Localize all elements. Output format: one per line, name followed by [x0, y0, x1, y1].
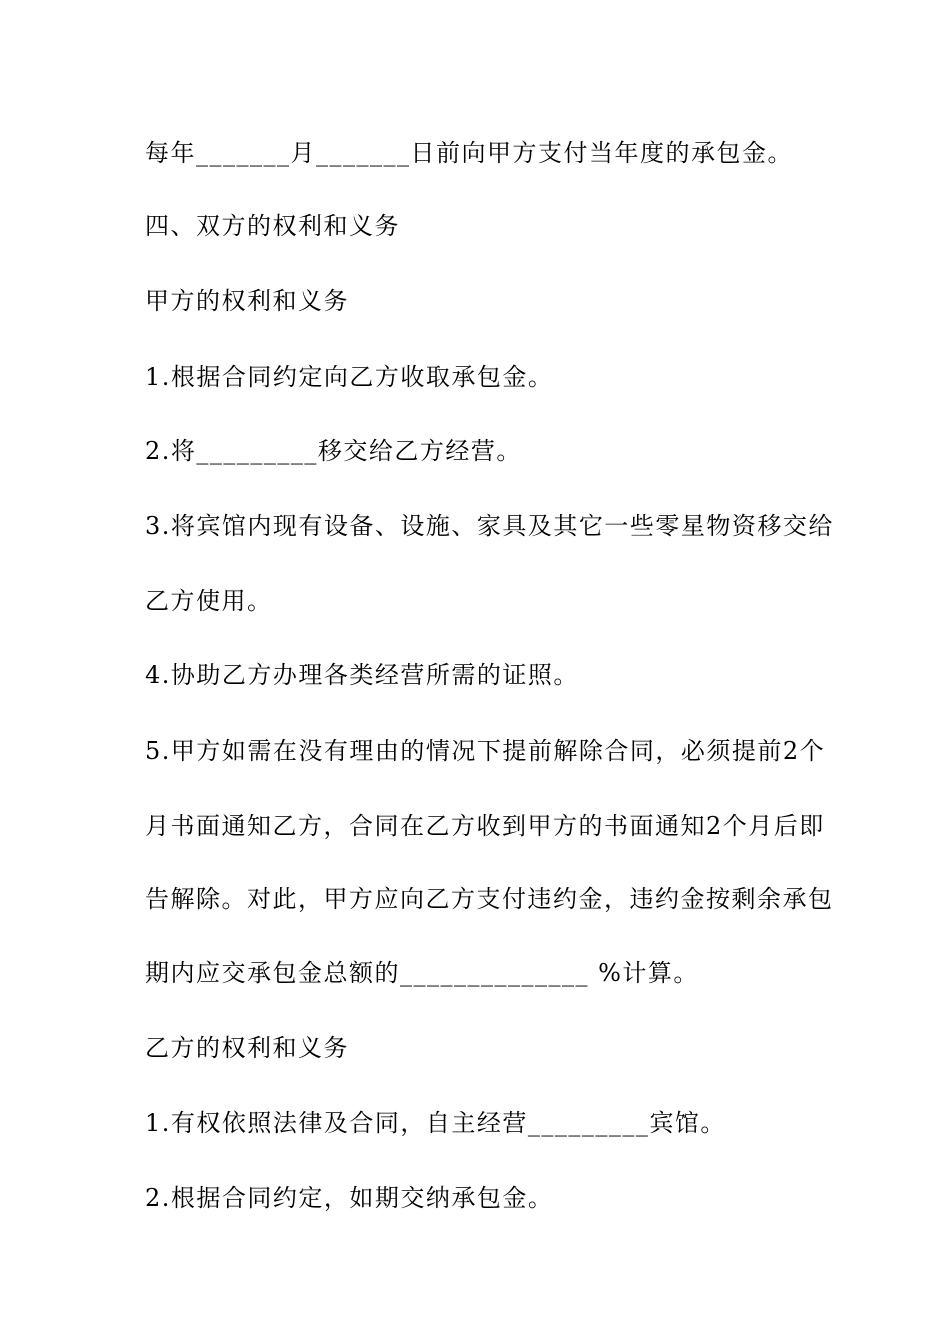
- section-heading-rights-obligations: 四、双方的权利和义务: [145, 212, 400, 240]
- subheading-party-b: 乙方的权利和义务: [145, 1034, 349, 1062]
- text-line-a-item-3: 3.将宾馆内现有设备、设施、家具及其它一些零星物资移交给: [145, 512, 834, 540]
- text-line-a-item-1: 1.根据合同约定向乙方收取承包金。: [145, 363, 554, 391]
- text-line-a-item-5-cont-3: 期内应交承包金总额的______________ %计算。: [145, 959, 699, 987]
- text-line-b-item-2: 2.根据合同约定，如期交纳承包金。: [145, 1184, 554, 1212]
- text-line-a-item-3-cont: 乙方使用。: [145, 587, 273, 615]
- text-line-a-item-5: 5.甲方如需在没有理由的情况下提前解除合同，必须提前2个: [145, 737, 826, 765]
- text-line-payment-date: 每年_______月_______日前向甲方支付当年度的承包金。: [145, 139, 793, 167]
- text-line-a-item-5-cont-2: 告解除。对此，甲方应向乙方支付违约金，违约金按剩余承包: [145, 885, 834, 913]
- subheading-party-a: 甲方的权利和义务: [145, 287, 349, 315]
- text-line-a-item-2: 2.将_________移交给乙方经营。: [145, 437, 522, 465]
- text-line-b-item-1: 1.有权依照法律及合同，自主经营_________宾馆。: [145, 1109, 726, 1137]
- text-line-a-item-4: 4.协助乙方办理各类经营所需的证照。: [145, 661, 579, 689]
- text-line-a-item-5-cont-1: 月书面通知乙方，合同在乙方收到甲方的书面通知2个月后即: [145, 812, 825, 840]
